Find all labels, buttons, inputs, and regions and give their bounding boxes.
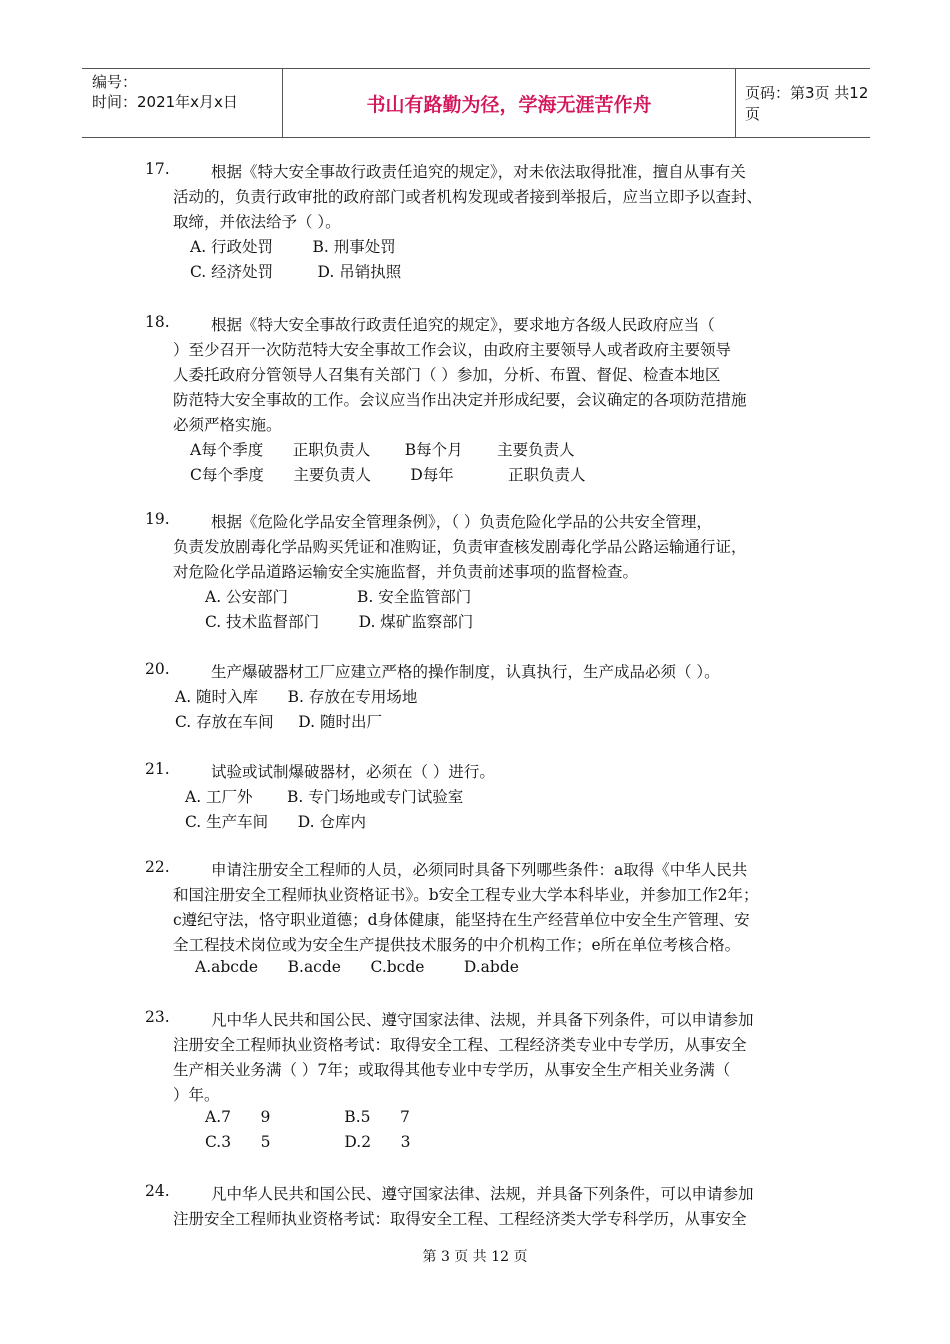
question-text-line: 注册安全工程师执业资格考试：取得安全工程、工程经济类大学专科学历，从事安全 <box>173 1210 747 1228</box>
question-number: 19. <box>145 510 170 528</box>
question-text-line: 负责发放剧毒化学品购买凭证和准购证，负责审查核发剧毒化学品公路运输通行证， <box>173 538 747 556</box>
question-number: 18. <box>145 313 170 331</box>
question-number: 23. <box>145 1008 170 1026</box>
header-motto-cell <box>282 69 736 137</box>
answer-options-row: A. 工厂外 B. 专门场地或专门试验室 <box>185 788 464 806</box>
question-text-line: c遵纪守法，恪守职业道德；d身体健康，能坚持在生产经营单位中安全生产管理、安 <box>173 911 750 929</box>
answer-options-row: A. 公安部门 B. 安全监管部门 <box>205 588 472 606</box>
question-number: 21. <box>145 760 170 778</box>
time-label: 时间：2021年x月x日 <box>92 93 238 111</box>
question-text-line: 注册安全工程师执业资格考试：取得安全工程、工程经济类专业中专学历，从事安全 <box>173 1036 747 1054</box>
answer-options-row: C. 存放在车间 D. 随时出厂 <box>175 713 383 731</box>
header-left-cell <box>82 69 282 137</box>
answer-options-row: C. 经济处罚 D. 吊销执照 <box>190 263 402 281</box>
question-text-line: 凡中华人民共和国公民、遵守国家法律、法规，并具备下列条件，可以申请参加 <box>211 1185 754 1203</box>
answer-options-row: A. 行政处罚 B. 刑事处罚 <box>190 238 396 256</box>
question-text-line: 根据《特大安全事故行政责任追究的规定》，对未依法取得批准，擅自从事有关 <box>211 163 746 181</box>
page-header <box>82 68 870 138</box>
header-page-cell <box>735 69 870 137</box>
answer-options-row: C. 技术监督部门 D. 煤矿监察部门 <box>205 613 474 631</box>
question-text-line: 取缔，并依法给予（ ）。 <box>173 213 341 231</box>
question-text-line: 生产爆破器材工厂应建立严格的操作制度，认真执行，生产成品必须（ ）。 <box>211 663 720 681</box>
question-text-line: ）至少召开一次防范特大安全事故工作会议，由政府主要领导人或者政府主要领导 <box>173 341 732 359</box>
question-text-line: 活动的，负责行政审批的政府部门或者机构发现或者接到举报后，应当立即予以查封、 <box>173 188 763 206</box>
answer-options-row: C每个季度 主要负责人 D每年 正职负责人 <box>190 466 586 484</box>
answer-options-row: A每个季度 正职负责人 B每个月 主要负责人 <box>190 441 575 459</box>
question-text-line: 防范特大安全事故的工作。会议应当作出决定并形成纪要，会议确定的各项防范措施 <box>173 391 747 409</box>
answer-options-row: A.abcde B.acde C.bcde D.abde <box>195 958 519 976</box>
question-text-line: 生产相关业务满（ ）7年；或取得其他专业中专学历，从事安全生产相关业务满（ <box>173 1061 731 1079</box>
question-text-line: 必须严格实施。 <box>173 416 282 434</box>
question-text-line: ）年。 <box>173 1086 220 1104</box>
answer-options-row: A. 随时入库 B. 存放在专用场地 <box>175 688 418 706</box>
question-text-line: 根据《特大安全事故行政责任追究的规定》，要求地方各级人民政府应当（ <box>211 316 715 334</box>
question-text-line: 和国注册安全工程师执业资格证书》。b安全工程专业大学本科毕业，并参加工作2年； <box>173 886 759 904</box>
question-number: 24. <box>145 1182 170 1200</box>
answer-options-row: A.7 9 B.5 7 <box>205 1108 410 1126</box>
question-number: 22. <box>145 858 170 876</box>
question-text-line: 根据《危险化学品安全管理条例》，（ ）负责危险化学品的公共安全管理， <box>211 513 712 531</box>
question-text-line: 人委托政府分管领导人召集有关部门（ ）参加，分析、布置、督促、检查本地区 <box>173 366 721 384</box>
question-text-line: 全工程技术岗位或为安全生产提供技术服务的中介机构工作；e所在单位考核合格。 <box>173 936 741 954</box>
motto: 书山有路勤为径，学海无涯苦作舟 <box>366 93 652 116</box>
answer-options-row: C.3 5 D.2 3 <box>205 1133 411 1151</box>
question-text-line: 试验或试制爆破器材，必须在（ ）进行。 <box>211 763 495 781</box>
answer-options-row: C. 生产车间 D. 仓库内 <box>185 813 366 831</box>
number-label: 编号： <box>92 73 138 91</box>
question-text-line: 申请注册安全工程师的人员，必须同时具备下列哪些条件：a取得《中华人民共 <box>211 861 748 879</box>
question-text-line: 凡中华人民共和国公民、遵守国家法律、法规，并具备下列条件，可以申请参加 <box>211 1011 754 1029</box>
question-number: 17. <box>145 160 170 178</box>
question-number: 20. <box>145 660 170 678</box>
page-info: 页码：第3页 共12页 <box>745 84 869 123</box>
page-footer: 第 3 页 共 12 页 <box>422 1249 528 1265</box>
question-text-line: 对危险化学品道路运输安全实施监督，并负责前述事项的监督检查。 <box>173 563 639 581</box>
